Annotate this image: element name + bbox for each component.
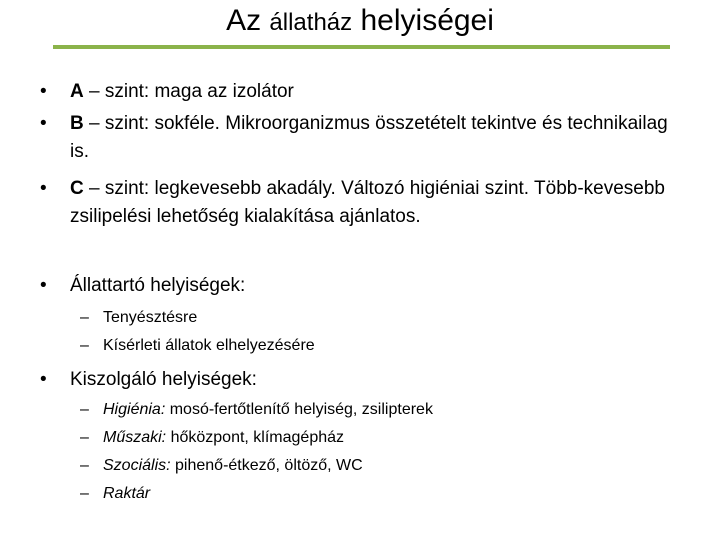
bullet: •: [40, 113, 47, 134]
service-item-label: Szociális:: [103, 457, 171, 474]
service-rooms-heading-item: [40, 366, 680, 394]
dash: –: [80, 485, 89, 502]
page-title: [0, 4, 720, 38]
service-item-label: Raktár: [103, 485, 151, 502]
level-b-text: – szint: sokféle. Mikroorganizmus összetételt tekintve és technikailag is.: [70, 113, 668, 162]
title-part2: állatház: [269, 9, 353, 36]
service-rooms-item: [80, 480, 680, 507]
level-a-text: – szint: maga az izolátor: [83, 81, 294, 102]
service-rooms-item: [80, 452, 680, 479]
service-item-text: hőközpont, klímagépház: [166, 429, 345, 446]
level-c-letter: C: [70, 178, 84, 199]
animal-rooms-item: [80, 304, 680, 331]
animal-rooms-item-text: Tenyésztésre: [103, 309, 198, 326]
level-a-item: [40, 78, 680, 106]
level-c-text: – szint: legkevesebb akadály. Változó higiéniai szint. Több-kevesebb zsilipelési lehetőség kialakítása ajánlatos.: [70, 178, 665, 227]
dash: –: [80, 457, 89, 474]
dash: –: [80, 429, 89, 446]
service-item-text: pihenő-étkező, öltöző, WC: [170, 457, 363, 474]
title-part1: Az: [226, 4, 270, 37]
animal-rooms-heading: Állattartó helyiségek:: [70, 275, 246, 296]
dash: –: [80, 309, 89, 326]
bullet: •: [40, 275, 47, 296]
service-item-text: mosó-fertőtlenítő helyiség, zsilipterek: [165, 401, 433, 418]
service-rooms-heading: Kiszolgáló helyiségek:: [70, 369, 257, 390]
service-rooms-item: [80, 424, 680, 451]
service-item-label: Műszaki:: [103, 429, 167, 446]
bullet: •: [40, 81, 47, 102]
level-b-letter: B: [70, 113, 84, 134]
title-underline: [53, 45, 670, 49]
level-c-item: [40, 175, 680, 231]
service-item-label: Higiénia:: [103, 401, 166, 418]
animal-rooms-heading-item: [40, 272, 680, 300]
animal-rooms-item-text: Kísérleti állatok elhelyezésére: [103, 337, 315, 354]
animal-rooms-item: [80, 332, 680, 359]
level-a-letter: A: [70, 81, 84, 102]
title-part3: helyiségei: [352, 4, 494, 37]
level-b-item: [40, 110, 680, 166]
dash: –: [80, 401, 89, 418]
service-rooms-item: [80, 396, 680, 423]
dash: –: [80, 337, 89, 354]
bullet: •: [40, 178, 47, 199]
bullet: •: [40, 369, 47, 390]
